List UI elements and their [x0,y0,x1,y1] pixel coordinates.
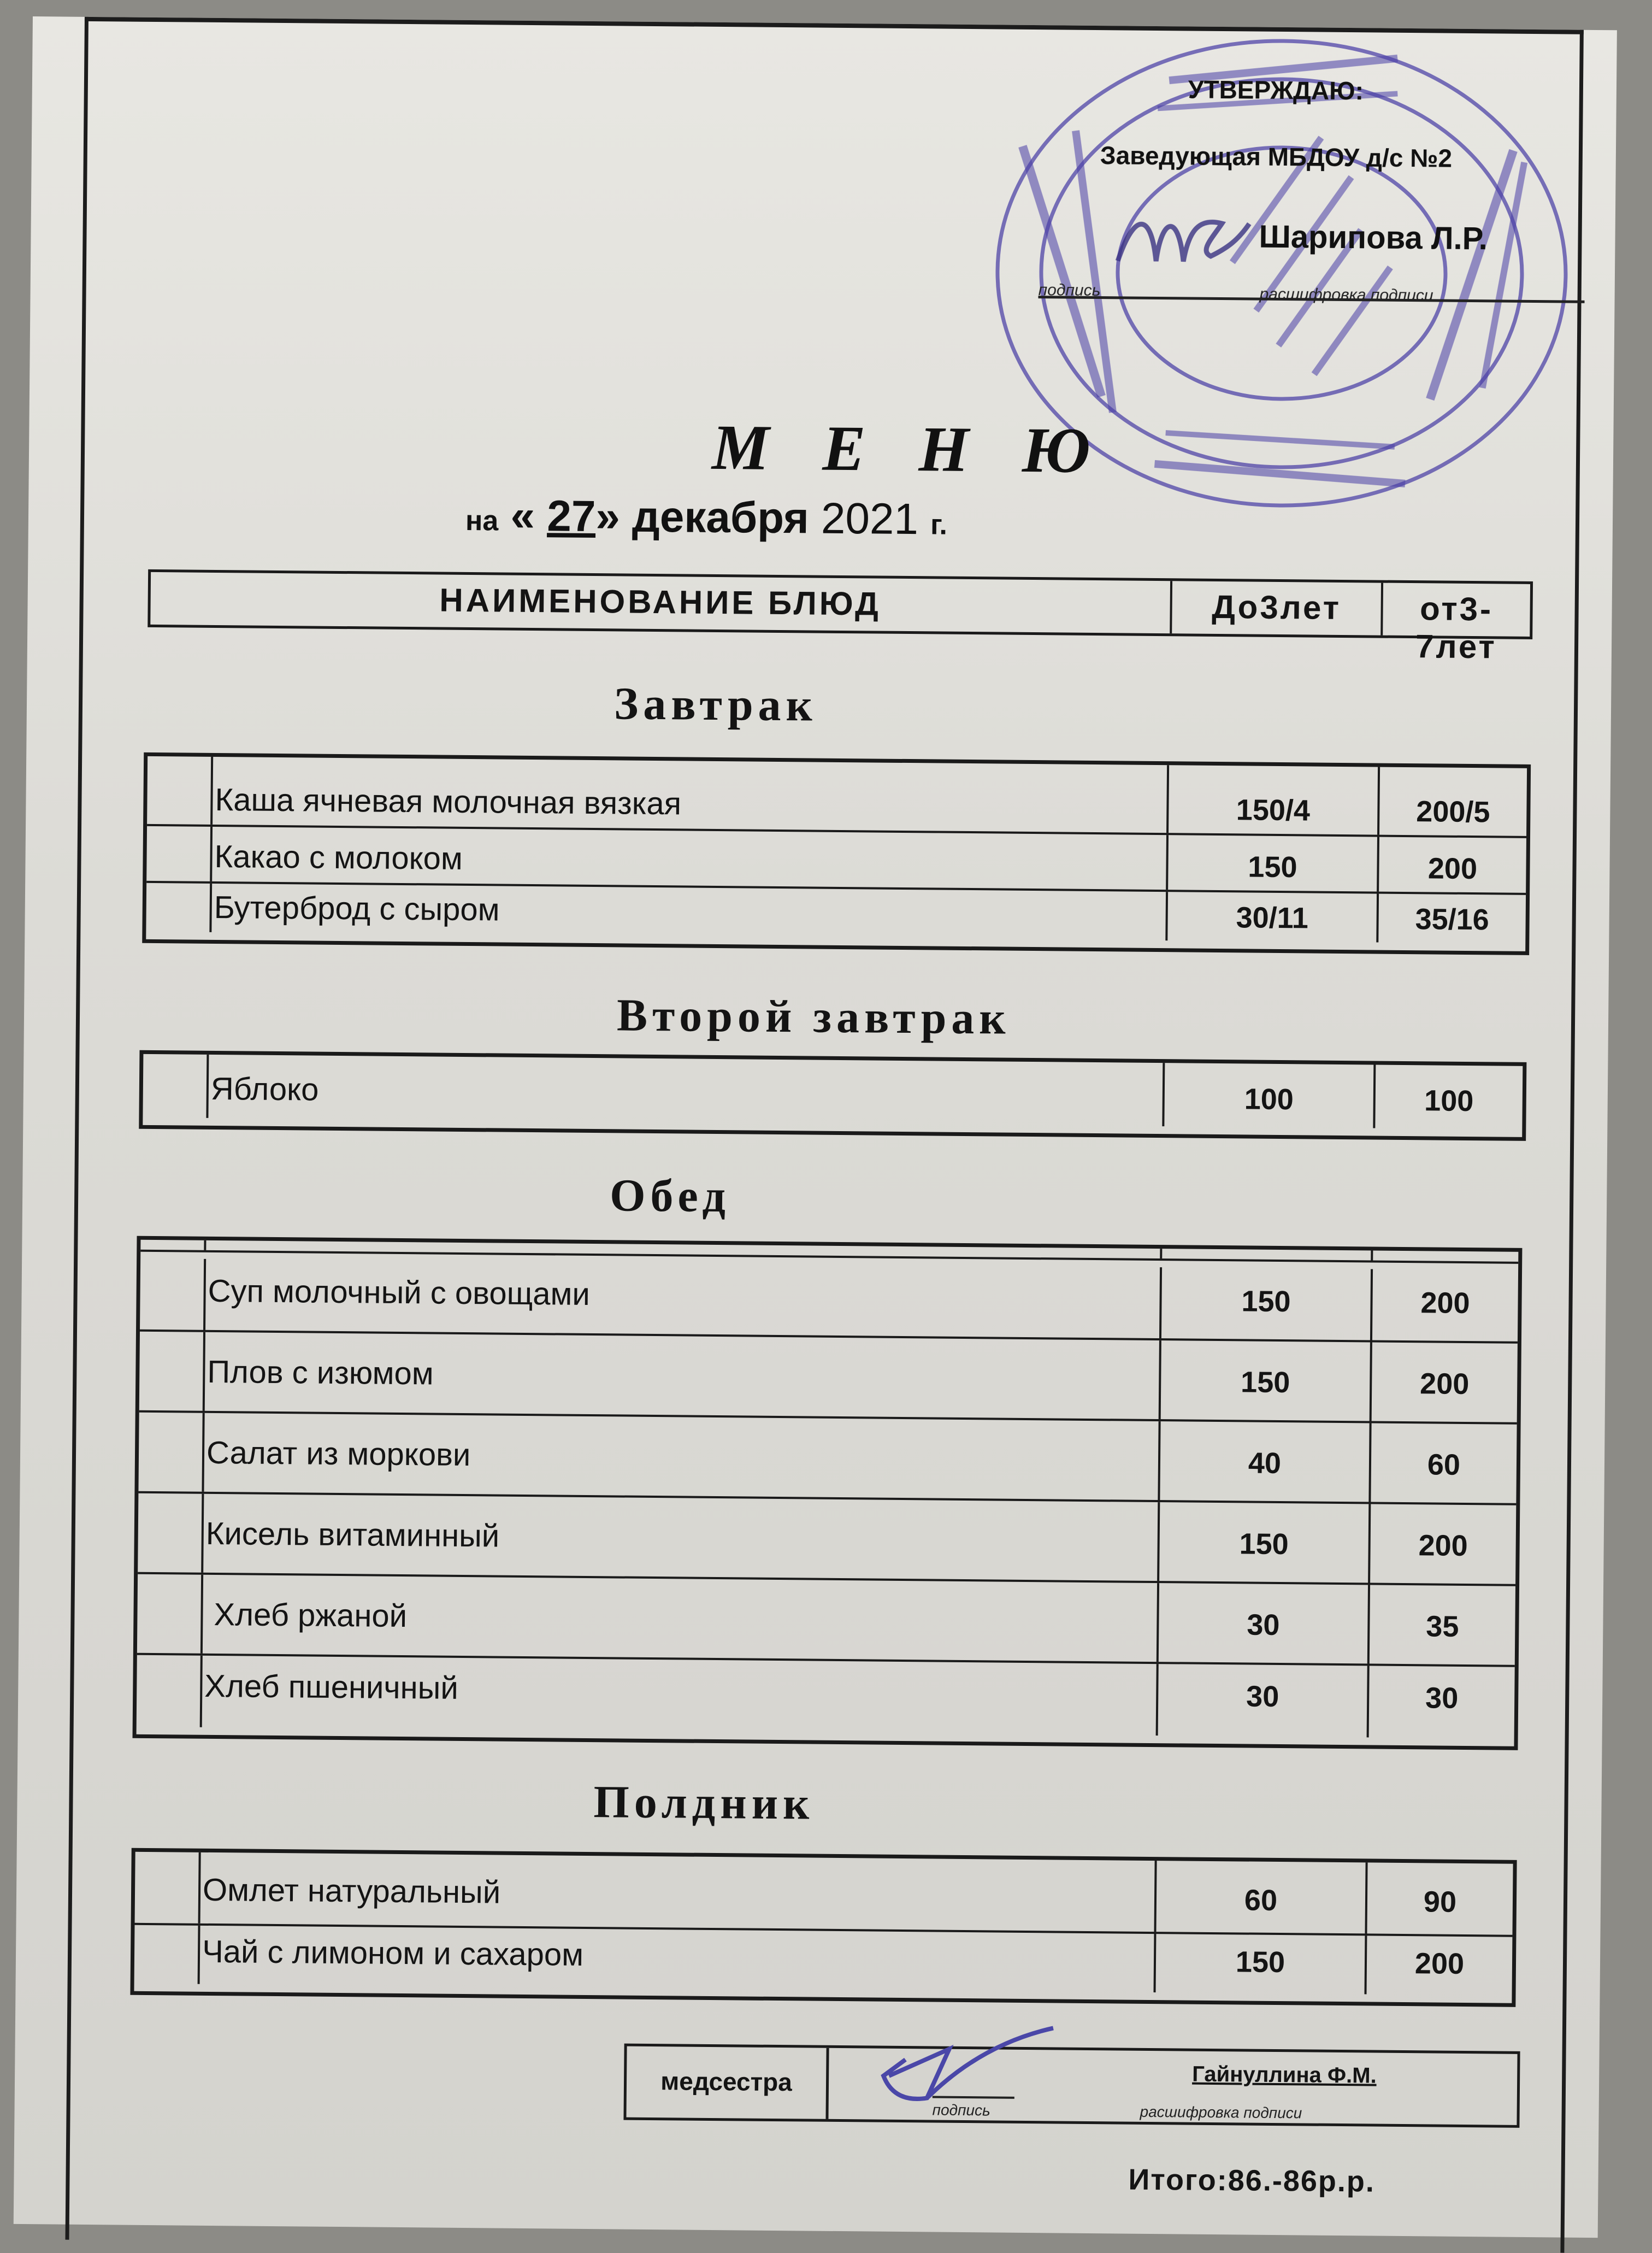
section-table-lunch [133,1236,1523,1750]
dish-name: Салат из моркови [206,1434,471,1473]
header-3to7-cell [1383,583,1530,666]
dish-name: Чай с лимоном и сахаром [202,1933,584,1973]
date-month: декабря [632,492,810,543]
portion-3to7: 60 [1427,1448,1461,1481]
header-3to7: от3-7лет [1415,590,1497,666]
portion-3to7: 35/16 [1415,903,1489,937]
section-title: Завтрак [613,678,818,731]
table-row [143,1054,1523,1130]
section-table-breakfast [142,752,1531,955]
approver-position: Заведующая МБДОУ д/с №2 [1100,141,1453,173]
portion-under3: 150/4 [1236,793,1311,827]
table-row [147,756,1527,838]
approver-name: Шарипова Л.Р. [1259,219,1488,257]
date-close-quote: » [595,492,621,541]
portion-under3: 30 [1247,1608,1280,1642]
table-row [137,1574,1515,1667]
date-suffix: г. [930,509,948,541]
portion-3to7: 30 [1425,1681,1459,1715]
table-row [138,1493,1516,1586]
portion-under3: 150 [1248,850,1297,884]
table-row [137,1655,1515,1739]
date-prefix: на [465,504,499,537]
portion-3to7: 200 [1418,1529,1468,1563]
dish-name: Яблоко [210,1070,319,1108]
date-year: 2021 [821,493,919,544]
date-open-quote: « [510,491,535,540]
portion-under3: 60 [1244,1884,1278,1917]
dish-name: Хлеб пшеничный [204,1668,459,1706]
portion-3to7: 200 [1419,1367,1470,1401]
portion-3to7: 200 [1427,852,1478,886]
portion-3to7: 200 [1414,1947,1465,1980]
dish-name: Омлет натуральный [202,1872,501,1910]
dish-name: Суп молочный с овощами [208,1273,591,1312]
portion-3to7: 200/5 [1416,795,1490,829]
nurse-decode-caption: расшифровка подписи [1140,2103,1302,2122]
portion-3to7: 35 [1426,1610,1459,1643]
dish-name: Каша ячневая молочная вязкая [215,781,682,822]
dish-name: Бутерброд с сыром [214,889,500,928]
decode-caption: расшифровка подписи [1259,285,1433,305]
menu-header [148,569,1533,666]
approve-title: УТВЕРЖДАЮ: [1188,75,1364,105]
dish-name: Хлеб ржаной [205,1596,408,1634]
section-title: Обед [609,1170,731,1222]
header-name-cell [150,572,1172,633]
page-title: М Е Н Ю [711,411,1110,487]
dish-name: Кисель витаминный [205,1515,500,1554]
header-name: НАИМЕНОВАНИЕ БЛЮД [439,581,882,622]
section-table-second-breakfast [139,1050,1526,1141]
portion-under3: 150 [1235,1945,1285,1979]
header-under3: До3лет [1211,588,1342,626]
section-title: Второй завтрак [616,990,1011,1044]
portion-under3: 40 [1248,1446,1282,1480]
table-row [138,1413,1517,1505]
portion-under3: 150 [1240,1366,1290,1399]
nurse-label: медсестра [660,2067,793,2097]
table-row [134,1925,1513,1996]
dish-name: Плов с изюмом [207,1354,434,1392]
table-row [139,1332,1518,1425]
portion-under3: 30 [1246,1680,1279,1714]
table-row [135,1852,1513,1937]
section-table-snack [130,1848,1517,2007]
portion-3to7: 200 [1420,1286,1470,1320]
portion-under3: 150 [1239,1527,1289,1561]
sign-caption: подпись [1038,281,1101,300]
portion-3to7: 100 [1424,1084,1474,1118]
portion-under3: 100 [1244,1083,1294,1116]
date-day: 27 [546,491,596,541]
table-row [140,1258,1518,1344]
nurse-name: Гайнуллина Ф.М. [1192,2062,1377,2088]
total-cost: Итого:86.-86р.р. [1128,2163,1376,2198]
header-under3-cell [1172,581,1383,635]
menu-sheet [14,16,1617,2238]
section-title: Полдник [593,1776,815,1830]
nurse-sign-caption: подпись [932,2101,990,2119]
portion-under3: 30/11 [1236,901,1309,935]
menu-date [465,490,948,545]
dish-name: Какао с молоком [214,838,463,877]
portion-3to7: 90 [1423,1885,1457,1919]
nurse-signature-block [623,2044,1520,2128]
portion-under3: 150 [1241,1285,1291,1319]
